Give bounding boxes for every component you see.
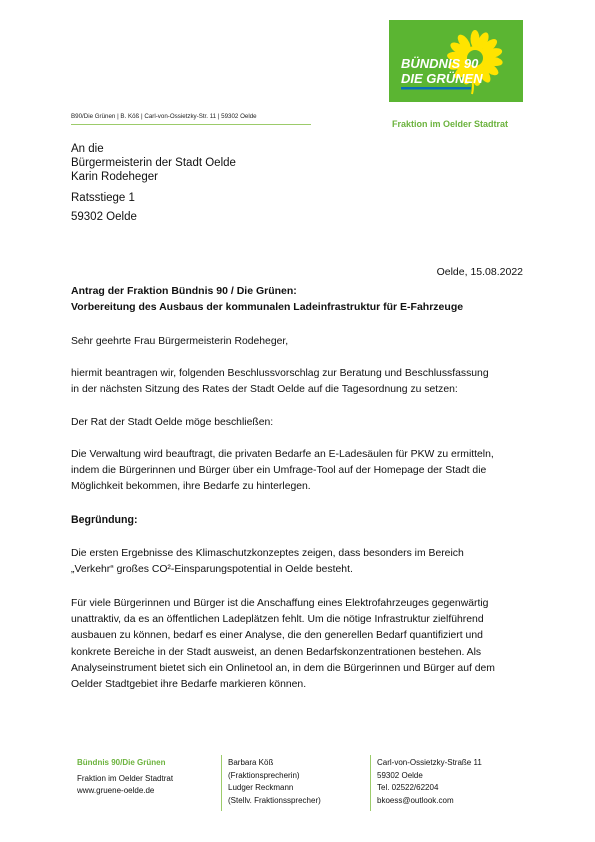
address-city: 59302 Oelde: [71, 211, 137, 223]
subject-line-1: Antrag der Fraktion Bündnis 90 / Die Grünen:: [71, 285, 297, 297]
resolution-line: Die Verwaltung wird beauftragt, die privaten Bedarfe an E-Ladesäulen für PKW zu ermitteln,: [71, 449, 494, 460]
reason-paragraph-1: [71, 546, 531, 578]
sender-line: B90/Die Grünen | B. Köß | Carl-von-Ossietzky-Str. 11 | 59302 Oelde: [71, 113, 257, 120]
resolution-line: indem die Bürgerinnen und Bürger über ein Umfrage-Tool auf der Homepage der Stadt die: [71, 465, 487, 477]
address-line-3: Karin Rodeheger: [71, 171, 158, 183]
logo-underline-blue: [401, 87, 471, 90]
footer-divider-2: [370, 755, 371, 811]
party-logo: [389, 20, 523, 102]
reason2-line: Für viele Bürgerinnen und Bürger ist die Anschaffung eines Elektrofahrzeuges gegenwärtig: [71, 598, 489, 609]
footer-contact-line: Tel. 02522/62204: [377, 783, 439, 792]
resolution-intro-text: Der Rat der Stadt Oelde möge beschließen:: [71, 417, 274, 428]
reason-heading: Begründung:: [71, 514, 138, 526]
logo-graphic: [389, 20, 523, 102]
fraktion-heading: Fraktion im Oelder Stadtrat: [392, 119, 509, 129]
reason-paragraph-2: [71, 596, 531, 693]
footer-col-contact: [377, 757, 482, 807]
intro-line: hiermit beantragen wir, folgenden Beschlussvorschlag zur Beratung und Beschlussfassung: [71, 368, 489, 379]
footer-divider-1: [221, 755, 222, 811]
subject-line-2: Vorbereitung des Ausbaus der kommunalen Ladeinfrastruktur für E-Fahrzeuge: [71, 301, 464, 313]
footer-website: www.gruene-oelde.de: [77, 786, 155, 795]
footer-speaker-line: Ludger Reckmann: [228, 783, 294, 792]
salutation-text: Sehr geehrte Frau Bürgermeisterin Rodeheger,: [71, 336, 289, 347]
resolution-line: Möglichkeit bekommen, ihre Bedarfe zu hinterlegen.: [71, 481, 311, 493]
logo-text-line2: DIE GRÜNEN: [401, 71, 483, 86]
footer-col-speakers: [228, 757, 321, 807]
footer-party-title: Bündnis 90/Die Grünen: [77, 758, 166, 767]
reason2-line: ausbauen zu können, bedarf es einer Analyse, die den generellen Bedarf quantifiziert und: [71, 630, 483, 642]
address-line-2: Bürgermeisterin der Stadt Oelde: [71, 157, 236, 169]
intro-line: in der nächsten Sitzung des Rates der Stadt Oelde auf die Tagesordnung zu setzen:: [71, 384, 458, 396]
resolution-intro: [71, 415, 531, 431]
footer-speaker-line: (Fraktionsprecherin): [228, 770, 300, 780]
footer-col-party: [77, 757, 173, 798]
reason2-line: unattraktiv, da es an öffentlichen Ladeplätzen fehlt. Um die nötige Infrastruktur zielführend: [71, 614, 484, 626]
footer-contact-email: bkoess@outlook.com: [377, 795, 454, 805]
letter-date: Oelde, 15.08.2022: [436, 266, 523, 278]
footer-contact-line: 59302 Oelde: [377, 770, 423, 780]
footer-speaker-line: (Stellv. Fraktionssprecher): [228, 795, 321, 805]
address-street: Ratsstiege 1: [71, 192, 135, 204]
intro-paragraph: [71, 366, 531, 398]
reason2-line: konkrete Bereiche in der Stadt ausweist, an denen Bedarfskonzentrationen bestehen. Als: [71, 646, 482, 658]
reason1-line: „Verkehr“ großes CO²-Einsparungspotential in Oelde besteht.: [71, 564, 353, 576]
address-line-1: An die: [71, 143, 104, 155]
reason1-line: Die ersten Ergebnisse des Klimaschutzkonzeptes zeigen, dass besonders im Bereich: [71, 548, 464, 559]
footer-fraktion: Fraktion im Oelder Stadtrat: [77, 773, 174, 783]
reason2-line: Oelder Stadtgebiet ihre Bedarfe markieren können.: [71, 679, 307, 691]
salutation: [71, 334, 531, 350]
resolution-paragraph: [71, 447, 531, 496]
sender-divider: [71, 124, 311, 125]
reason2-line: Analyseinstrument bietet sich ein Onlinetool an, in dem die Bürgerinnen und Bürger auf dem: [71, 662, 495, 674]
logo-text-line1: BÜNDNIS 90: [401, 56, 479, 71]
footer-contact-line: Carl-von-Ossietzky-Straße 11: [377, 758, 482, 767]
footer-speaker-line: Barbara Köß: [228, 758, 274, 767]
